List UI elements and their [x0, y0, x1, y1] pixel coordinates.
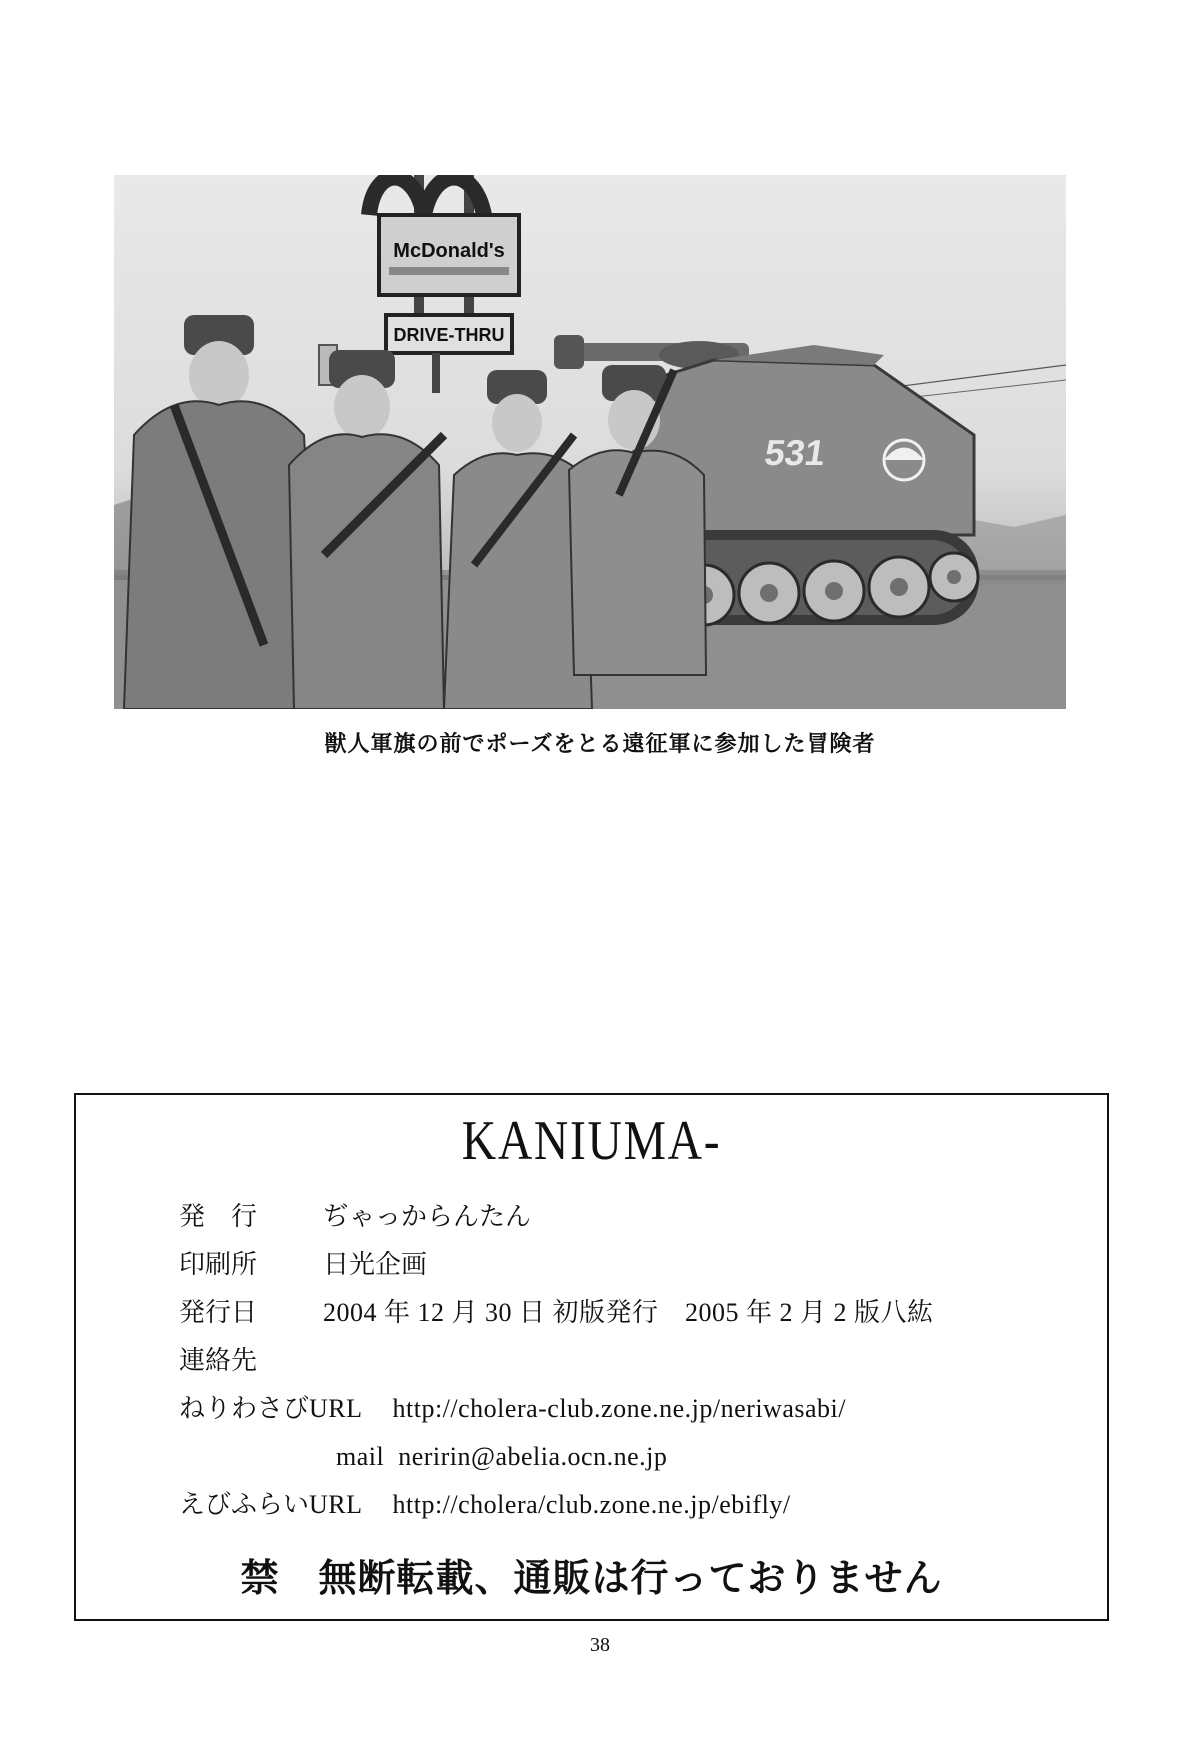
ebifly-label: えびふらい: [179, 1490, 310, 1520]
reprint-notice: 禁 無断転載、通販は行っておりません: [240, 1556, 943, 1600]
photograph: [114, 175, 1066, 709]
neriwasabi-kind: URL: [309, 1394, 363, 1423]
publisher-row: [179, 1197, 531, 1237]
colophon-box: [74, 1093, 1109, 1621]
contact-row: [179, 1341, 323, 1381]
page-number: 38: [590, 1634, 610, 1656]
sign-brand-text: McDonald's: [393, 240, 505, 262]
issue-date-row: [179, 1293, 934, 1333]
mail-address-link[interactable]: neririn@abelia.ocn.ne.jp: [398, 1442, 668, 1471]
mail-row: [336, 1437, 667, 1477]
printer-row: [179, 1245, 427, 1285]
printer-label: 印刷所: [179, 1250, 258, 1280]
printer-value: 日光企画: [323, 1250, 428, 1280]
soldier-2: [289, 350, 444, 709]
neriwasabi-row: [179, 1389, 846, 1429]
photo-caption: 獣人軍旗の前でポーズをとる遠征軍に参加した冒険者: [324, 732, 876, 757]
ebifly-row: [179, 1485, 791, 1525]
mail-kind: mail: [336, 1442, 385, 1471]
neriwasabi-url-link[interactable]: http://cholera-club.zone.ne.jp/neriwasabi/: [392, 1394, 846, 1423]
soldiers: [124, 315, 706, 709]
photo-scene: [114, 175, 1066, 709]
contact-label: 連絡先: [179, 1346, 258, 1376]
publisher-value: ぢゃっからんたん: [323, 1202, 532, 1232]
book-title: KANIUMA-: [461, 1110, 722, 1172]
sign-drive-text: DRIVE-THRU: [393, 325, 505, 345]
publisher-label: 発 行: [179, 1202, 258, 1232]
neriwasabi-label: ねりわさび: [179, 1394, 310, 1424]
issue-date-value: 2004 年 12 月 30 日 初版発行 2005 年 2 月 2 版八紘: [323, 1298, 934, 1327]
vehicle-number-text: 531: [762, 432, 828, 473]
ebifly-url-link[interactable]: http://cholera/club.zone.ne.jp/ebifly/: [392, 1490, 791, 1519]
ebifly-kind: URL: [309, 1490, 363, 1519]
issue-date-label: 発行日: [179, 1298, 258, 1328]
